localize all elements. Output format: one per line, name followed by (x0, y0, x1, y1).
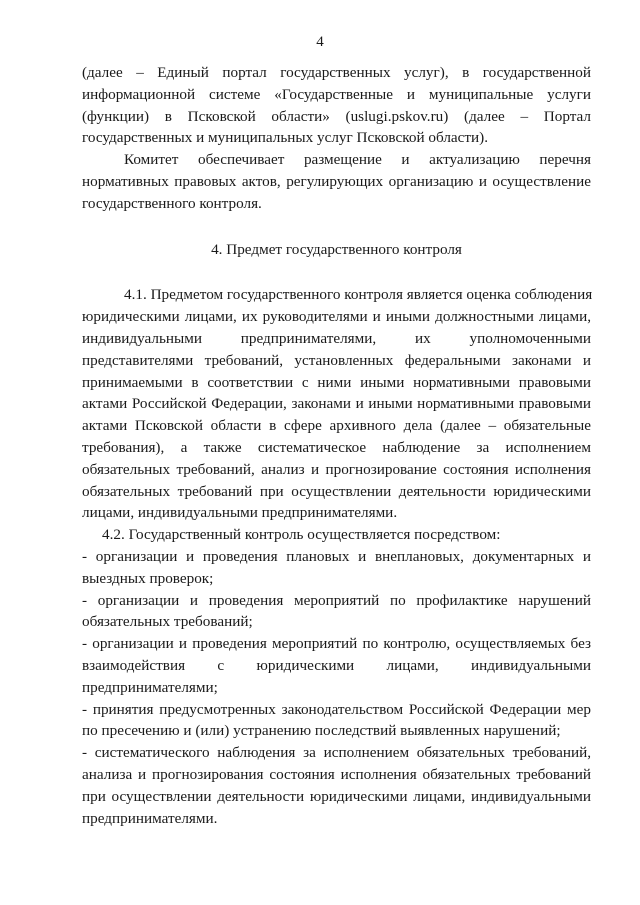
text-line: представителями требований, установленных федеральными законами и (82, 351, 591, 369)
text-line: актами Российской Федерации, законами и иными нормативными правовыми (82, 395, 591, 413)
text-line: нормативных правовых актов, регулирующих организацию и осуществление (82, 172, 591, 190)
text-line: при осуществлении деятельности юридическими лицами, индивидуальными (82, 787, 591, 805)
text-line: Комитет обеспечивает размещение и актуализацию перечня (124, 151, 591, 169)
paragraph-4-2-intro: 4.2. Государственный контроль осуществляется посредством: (102, 526, 501, 544)
text-line: предпринимателями; (82, 678, 218, 696)
text-line: предпринимателями. (82, 809, 218, 827)
text-line: 4.1. Предметом государственного контроля является оценка соблюдения (124, 286, 593, 304)
text-line: обязательных требований при осуществлении деятельности юридическими (82, 482, 591, 500)
text-line: государственных и муниципальных услуг Псковской области). (82, 129, 488, 147)
text-line: (функции) в Псковской области» (uslugi.pskov.ru) (далее – Портал (82, 107, 591, 125)
paragraph-portal (82, 62, 591, 149)
paragraph-committee (82, 149, 591, 214)
text-line: - принятия предусмотренных законодательством Российской Федерации мер (82, 700, 591, 718)
text-line: обязательных требований; (82, 613, 253, 631)
list-item (82, 590, 591, 634)
text-line: - организации и проведения плановых и внеплановых, документарных и (82, 547, 591, 565)
text-line: требования), а также систематическое наблюдение за исполнением (82, 438, 591, 456)
text-line: принимаемыми в соответствии с ними иными нормативными правовыми (82, 373, 591, 391)
text-line: индивидуальными предпринимателями, их уполномоченными (82, 329, 591, 347)
text-line: выездных проверок; (82, 569, 214, 587)
text-line: лицами, индивидуальными предпринимателями. (82, 504, 398, 522)
paragraph-4-1 (82, 284, 591, 524)
control-methods-list (82, 546, 591, 829)
page-number: 4 (316, 34, 324, 50)
list-item (82, 546, 591, 590)
text-line: анализа и прогнозирования состояния исполнения обязательных требований (82, 765, 591, 783)
text-line: по пресечению и (или) устранению последствий выявленных нарушений; (82, 722, 561, 740)
text-line: - систематического наблюдения за исполнением обязательных требований, (82, 744, 591, 762)
text-line: актами Псковской области в сфере архивного дела (далее – обязательные (82, 417, 591, 435)
text-line: - организации и проведения мероприятий по профилактике нарушений (82, 591, 591, 609)
list-item (82, 699, 591, 743)
section-heading: 4. Предмет государственного контроля (211, 240, 462, 258)
text-line: взаимодействия с юридическими лицами, индивидуальными (82, 656, 591, 674)
document-body (82, 62, 591, 829)
text-line: юридическими лицами, их руководителями и иными должностными лицами, (82, 308, 591, 326)
text-line: государственного контроля. (82, 194, 262, 212)
text-line: (далее – Единый портал государственных услуг), в государственной (82, 64, 591, 81)
list-item (82, 742, 591, 829)
text-line: - организации и проведения мероприятий по контролю, осуществляемых без (82, 635, 591, 653)
list-item (82, 633, 591, 698)
text-line: информационной системе «Государственные и муниципальные услуги (82, 85, 591, 103)
text-line: обязательных требований, анализ и прогнозирование состояния исполнения (82, 460, 591, 478)
